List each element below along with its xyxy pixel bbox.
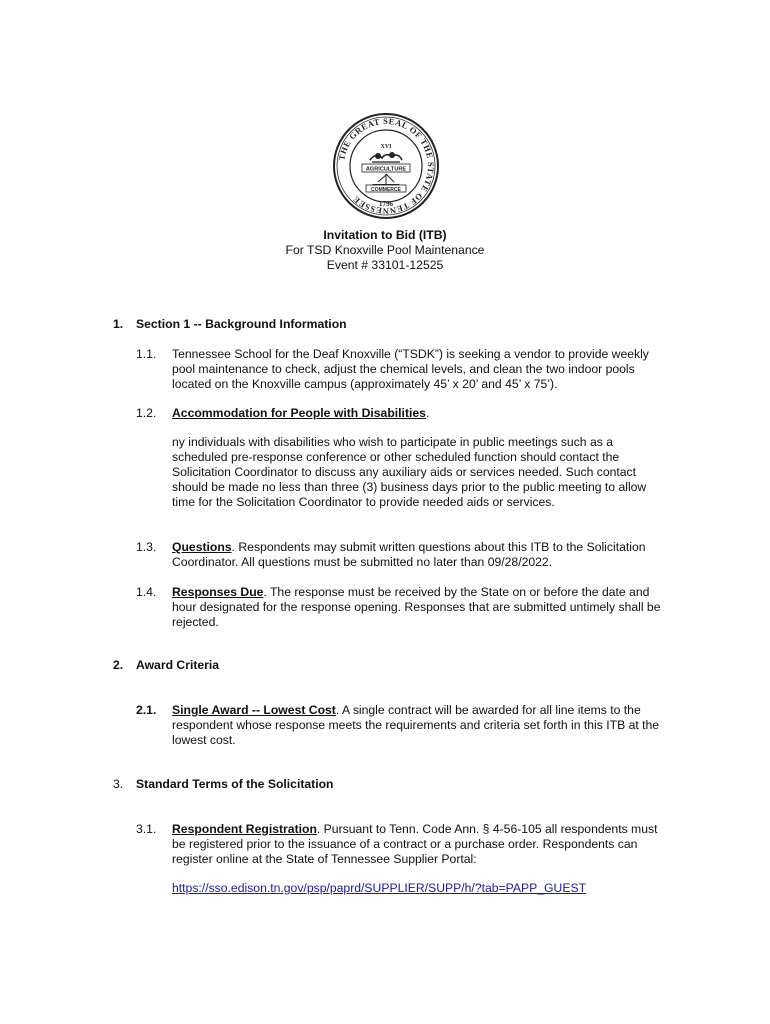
document-title: Invitation to Bid (ITB) (323, 228, 447, 242)
item-number: 1.3. (136, 540, 157, 554)
item-heading: Responses Due (172, 585, 264, 599)
section-number: 1. (113, 317, 124, 331)
item-text: Tennessee School for the Deaf Knoxville (“TSDK”) is seeking a vendor to provide weekly pool maintenance to check, adjust the chemical levels, and clean the two indoor pools located on the Knoxville campus (approximately 45’ x 20’ and 45’ x 75’). (172, 347, 649, 391)
section-2-heading (113, 658, 219, 673)
item-heading: Accommodation for People with Disabilities (172, 406, 426, 420)
section-1-heading (113, 317, 347, 332)
section-number: 2. (113, 658, 124, 672)
item-text: . The response must be received by the State on or before the date and hour designated for the response opening. Responses that are submitted untimely shall be rejected. (172, 585, 661, 629)
seal-numeral: XVI (380, 144, 392, 150)
state-seal-graphic (332, 112, 440, 220)
item-heading: Single Award -- Lowest Cost (172, 703, 336, 717)
item-heading: Respondent Registration (172, 822, 317, 836)
state-seal (332, 112, 440, 220)
seal-ring-text: THE GREAT SEAL OF THE STATE OF TENNESSEE (336, 115, 437, 217)
seal-bottom-word: COMMERCE (371, 186, 401, 193)
item-text: . Respondents may submit written questions about this ITB to the Solicitation Coordinator. All questions must be submitted no later than 09/28/2022. (172, 540, 646, 569)
event-number: Event # 33101-12525 (326, 258, 444, 272)
item-text: . Pursuant to Tenn. Code Ann. § 4-56-105 all respondents must be registered prior to the issuance of a contract or a purchase order. Respondents can register online at the State of Tennessee Supplier Portal: (172, 822, 658, 866)
accommodation-paragraph: ny individuals with disabilities who wish to participate in public meetings such as a scheduled pre-response conference or other scheduled function should contact the Solicitation Coordinator to discuss any auxiliary aids or services needed. Such contact should be made no less than three (3) business days prior to the public meeting to allow time for the Solicitation Coordinator to provide needed aids or services. (172, 435, 647, 509)
item-number: 1.1. (136, 347, 157, 361)
item-number: 1.2. (136, 406, 157, 420)
section-title: Award Criteria (136, 658, 220, 672)
item-1-2 (136, 406, 661, 421)
item-number: 1.4. (136, 585, 157, 599)
document-subtitle: For TSD Knoxville Pool Maintenance (285, 243, 485, 257)
document-header (0, 228, 770, 273)
seal-year: 1796 (379, 200, 393, 208)
item-1-1 (136, 347, 661, 392)
item-number: 3.1. (136, 822, 157, 836)
section-title: Section 1 -- Background Information (136, 317, 347, 331)
item-1-3 (136, 540, 661, 570)
item-number: 2.1. (136, 703, 157, 717)
supplier-portal-link[interactable]: https://sso.edison.tn.gov/psp/paprd/SUPPLIER/SUPP/h/?tab=PAPP_GUEST (172, 881, 587, 895)
item-heading-period: . (425, 406, 430, 420)
section-title: Standard Terms of the Solicitation (136, 777, 334, 791)
supplier-portal-link-row (172, 881, 662, 896)
item-3-1 (136, 822, 661, 867)
item-2-1 (136, 703, 661, 748)
seal-top-word: AGRICULTURE (365, 166, 407, 173)
item-heading: Questions (172, 540, 232, 554)
item-text: . A single contract will be awarded for all line items to the respondent whose response meets the requirements and criteria set forth in this ITB at the lowest cost. (172, 703, 660, 747)
section-3-heading (113, 777, 334, 792)
item-1-4 (136, 585, 661, 630)
section-number: 3. (113, 777, 124, 791)
